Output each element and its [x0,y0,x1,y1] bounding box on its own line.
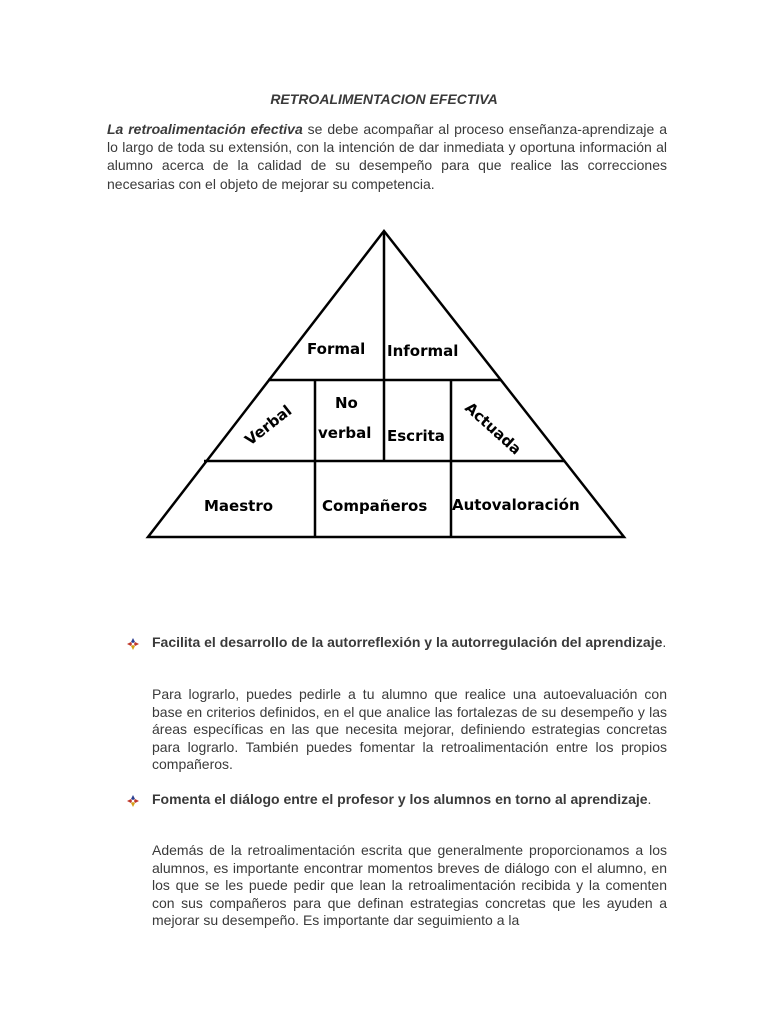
label-formal: Formal [307,340,366,358]
label-informal: Informal [387,342,459,360]
intro-paragraph [107,120,667,193]
page-title: RETROALIMENTACION EFECTIVA [270,91,498,107]
label-companeros: Compañeros [322,497,428,515]
label-escrita: Escrita [387,427,445,445]
label-autovaloracion: Autovaloración [452,496,580,514]
intro-lead: La retroalimentación efectiva [107,121,303,137]
label-no: No [335,394,358,412]
label-verbal: Verbal [241,401,296,450]
intro-text: se debe acompañar al proceso enseñanza-aprendizaje a lo largo de toda su extensión, con la intención de dar inmediata y oportuna información al alumno acerca de la calidad de su desempeño para que realice las correcciones necesarias con el objeto de mejorar su competencia. [107,121,667,192]
bullet-body-1: Para lograrlo, puedes pedirle a tu alumno que realice una autoevaluación con base en criterios definidos, en el que analice las fortalezas de su desempeño y las áreas específicas en las que necesita mejorar, definiendo estrategias concretas para lograrlo. También puedes fomentar la retroalimentación entre los propios compañeros. [152,686,667,773]
bullet-arrow-icon [127,795,139,807]
bullet-heading-1: Facilita el desarrollo de la autorreflexión y la autorregulación del aprendizaje. [152,634,667,650]
label-maestro: Maestro [204,497,274,515]
bullet-body-2: Además de la retroalimentación escrita que generalmente proporcionamos a los alumnos, es importante encontrar momentos breves de diálogo con el alumno, en los que se les puede pedir que lean la retroalimentación recibida y la comenten con sus compañeros para que definan estrategias concretas que les ayuden a mejorar su desempeño. Es importante dar seguimiento a la [152,842,667,929]
label-verbal-center: verbal [318,424,372,442]
feedback-pyramid-diagram [140,222,630,542]
pyramid-outline [148,231,624,537]
bullet-heading-2: Fomenta el diálogo entre el profesor y los alumnos en torno al aprendizaje. [152,791,652,807]
bullet-arrow-icon [127,638,139,650]
label-actuada: Actuada [461,398,525,459]
